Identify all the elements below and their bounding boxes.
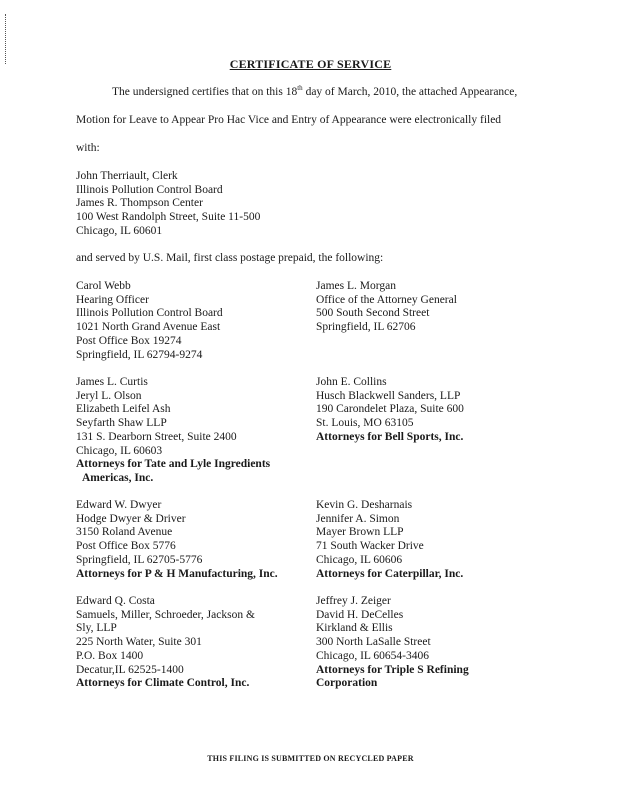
address-line: Chicago, IL 60603: [76, 444, 163, 457]
address-line: James R. Thompson Center: [76, 197, 203, 210]
recipient-james-curtis: [76, 376, 270, 486]
address-line: 3150 Roland Avenue: [76, 526, 173, 539]
address-line: Springfield, IL 62706: [316, 321, 416, 334]
address-line: 131 S. Dearborn Street, Suite 2400: [76, 430, 237, 443]
address-line: John E. Collins: [316, 376, 387, 388]
attorneys-for-line: Attorneys for P & H Manufacturing, Inc.: [76, 567, 278, 580]
address-line: 225 North Water, Suite 301: [76, 636, 202, 649]
address-line: Jeffrey J. Zeiger: [316, 595, 391, 607]
address-line: Seyfarth Shaw LLP: [76, 417, 167, 430]
address-line: Chicago, IL 60606: [316, 553, 403, 566]
address-line: P.O. Box 1400: [76, 649, 144, 662]
footer-note: THIS FILING IS SUBMITTED ON RECYCLED PAPER: [207, 754, 414, 763]
address-line: 1021 North Grand Avenue East: [76, 321, 221, 334]
address-line: Illinois Pollution Control Board: [76, 183, 223, 196]
address-line: Elizabeth Leifel Ash: [76, 403, 171, 416]
recipient-jeffrey-zeiger: [316, 595, 469, 691]
address-line: Husch Blackwell Sanders, LLP: [316, 389, 461, 402]
certification-paragraph-cont: Motion for Leave to Appear Pro Hac Vice and Entry of Appearance were electronically filed: [76, 114, 502, 126]
address-line: 500 South Second Street: [316, 307, 430, 320]
address-line: Kirkland & Ellis: [316, 622, 393, 635]
address-line: Edward W. Dwyer: [76, 499, 162, 511]
recipient-edward-dwyer: [76, 499, 278, 581]
address-line: David H. DeCelles: [316, 608, 404, 621]
address-line: Post Office Box 5776: [76, 540, 176, 553]
address-line: 100 West Randolph Street, Suite 11-500: [76, 211, 261, 224]
address-line: Illinois Pollution Control Board: [76, 307, 223, 320]
address-line: Hodge Dwyer & Driver: [76, 512, 186, 525]
address-line: Carol Webb: [76, 280, 131, 292]
recipient-edward-costa: [76, 595, 255, 691]
address-line: Jennifer A. Simon: [316, 512, 400, 525]
certification-paragraph-with: with:: [76, 142, 100, 154]
certification-paragraph: The undersigned certifies that on this 18th day of March, 2010, the attached Appearance,: [112, 84, 518, 98]
address-line: 190 Carondelet Plaza, Suite 600: [316, 403, 464, 416]
address-line: Edward Q. Costa: [76, 595, 155, 607]
address-line: 300 North LaSalle Street: [316, 636, 431, 649]
page-title: CERTIFICATE OF SERVICE: [229, 57, 392, 71]
margin-mark: [5, 14, 7, 64]
attorneys-for-line: Corporation: [316, 677, 378, 690]
address-line: Jeryl L. Olson: [76, 389, 142, 402]
address-line: St. Louis, MO 63105: [316, 417, 414, 430]
address-line: Springfield, IL 62705-5776: [76, 553, 203, 566]
address-line: 71 South Wacker Drive: [316, 540, 424, 553]
address-line: Post Office Box 19274: [76, 334, 182, 347]
mail-intro: and served by U.S. Mail, first class postage prepaid, the following:: [76, 252, 384, 264]
address-line: Office of the Attorney General: [316, 293, 457, 306]
recipient-james-morgan: [316, 280, 457, 335]
address-line: Sly, LLP: [76, 622, 117, 635]
address-line: James L. Morgan: [316, 280, 396, 292]
address-line: John Therriault, Clerk: [76, 170, 178, 182]
address-line: Chicago, IL 60601: [76, 224, 163, 237]
attorneys-for-line: Americas, Inc.: [82, 471, 154, 484]
address-line: Chicago, IL 60654-3406: [316, 649, 429, 662]
attorneys-for-line: Attorneys for Climate Control, Inc.: [76, 677, 250, 690]
attorneys-for-line: Attorneys for Caterpillar, Inc.: [316, 567, 464, 580]
address-line: Hearing Officer: [76, 293, 149, 306]
recipient-kevin-desharnais: [316, 499, 463, 581]
address-line: Decatur,IL 62525-1400: [76, 663, 184, 676]
address-line: Samuels, Miller, Schroeder, Jackson &: [76, 608, 255, 621]
attorneys-for-line: Attorneys for Tate and Lyle Ingredients: [76, 458, 271, 471]
address-line: Springfield, IL 62794-9274: [76, 348, 203, 361]
clerk-address: [76, 170, 260, 239]
address-line: Mayer Brown LLP: [316, 526, 404, 539]
address-line: Kevin G. Desharnais: [316, 499, 413, 511]
attorneys-for-line: Attorneys for Bell Sports, Inc.: [316, 430, 464, 443]
attorneys-for-line: Attorneys for Triple S Refining: [316, 663, 469, 676]
recipient-carol-webb: [76, 280, 223, 362]
recipient-john-collins: [316, 376, 464, 445]
address-line: James L. Curtis: [76, 376, 148, 388]
